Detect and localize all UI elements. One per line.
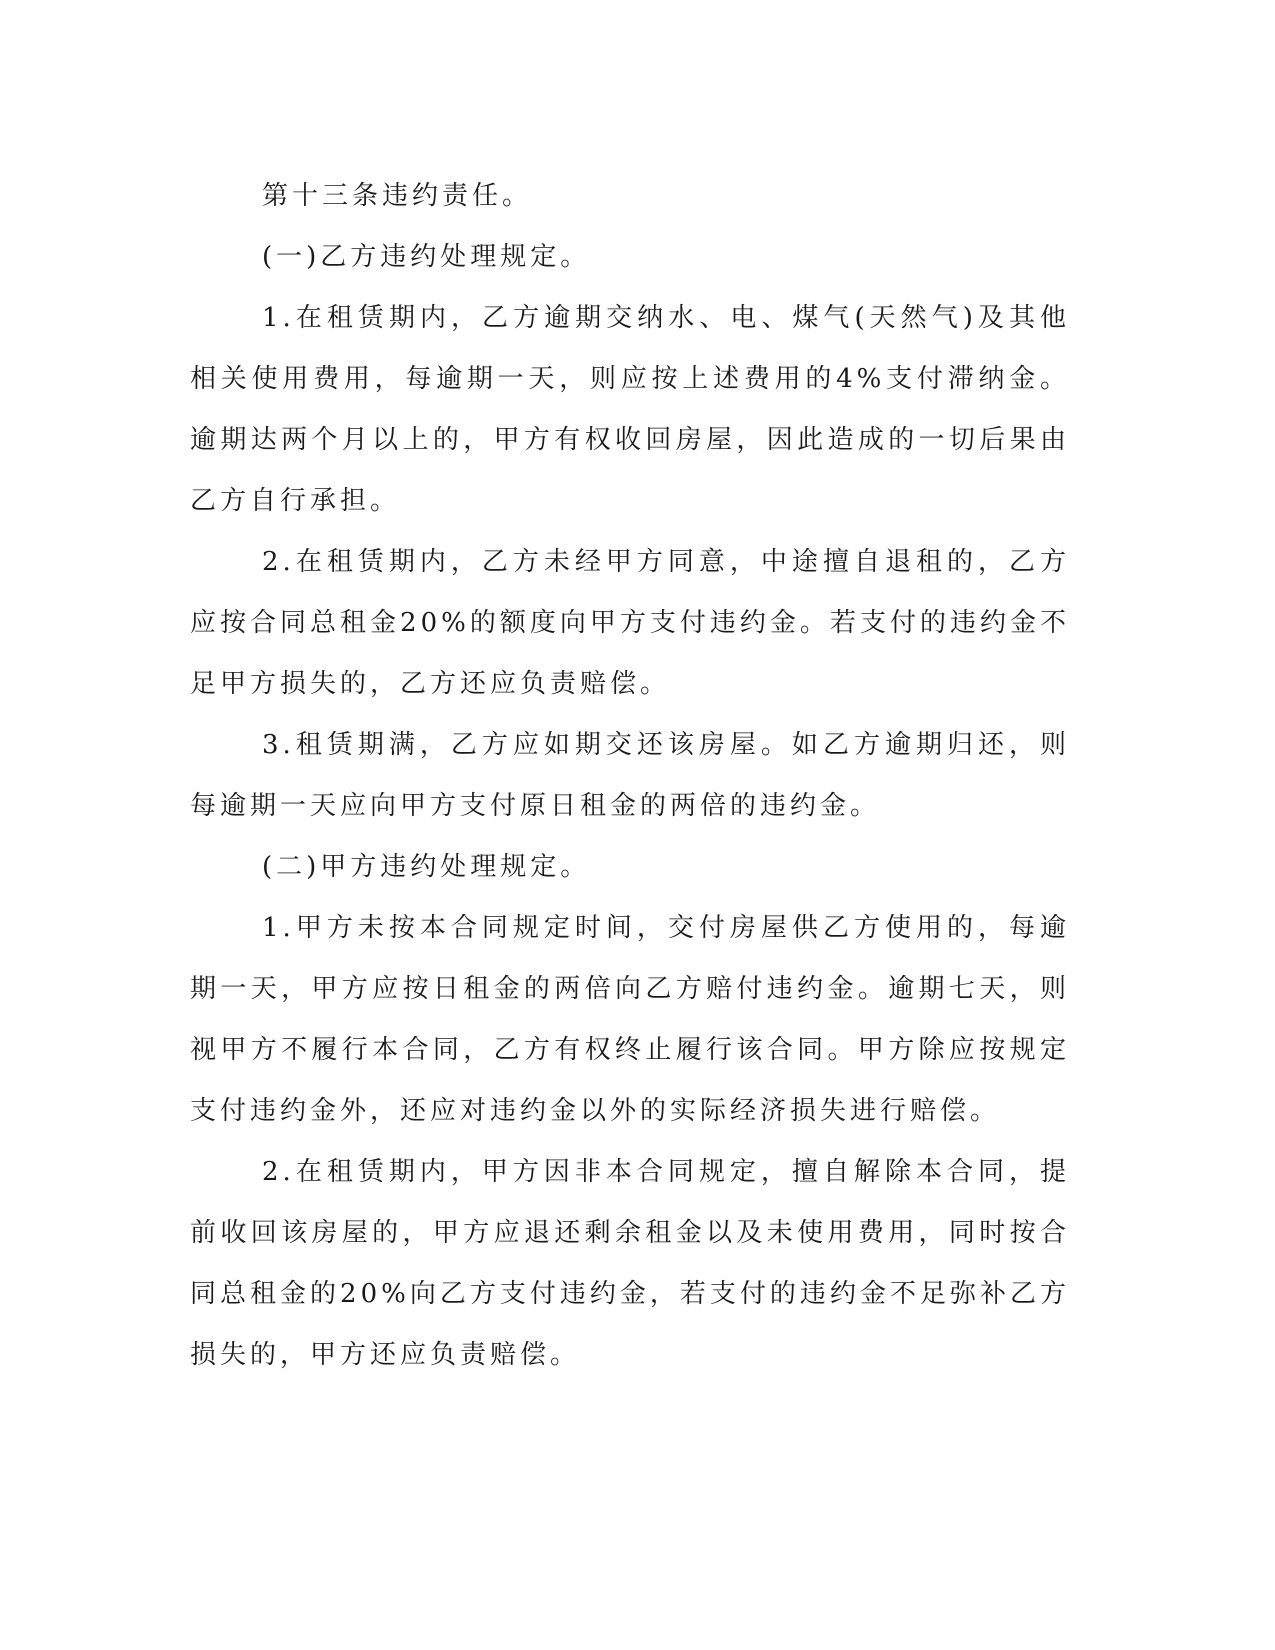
section-two-clause-2: 2.在租赁期内，甲方因非本合同规定，擅自解除本合同，提前收回该房屋的，甲方应退还剩余租金以及未使用费用，同时按合同总租金的20%向乙方支付违约金，若支付的违约金不足弥补乙方损失的，甲方还应负责赔偿。 <box>190 1157 1070 1370</box>
section-one-clause-3: 3.租赁期满，乙方应如期交还该房屋。如乙方逾期归还，则每逾期一天应向甲方支付原日租金的两倍的违约金。 <box>190 730 1070 821</box>
section-two-heading: (二)甲方违约处理规定。 <box>262 852 591 882</box>
section-two-clause-1: 1.甲方未按本合同规定时间，交付房屋供乙方使用的，每逾期一天，甲方应按日租金的两倍向乙方赔付违约金。逾期七天，则视甲方不履行本合同，乙方有权终止履行该合同。甲方除应按规定支付违约金外，还应对违约金以外的实际经济损失进行赔偿。 <box>190 913 1070 1126</box>
document-body <box>190 166 1070 1386</box>
section-one-clause-2: 2.在租赁期内，乙方未经甲方同意，中途擅自退租的，乙方应按合同总租金20%的额度向甲方支付违约金。若支付的违约金不足甲方损失的，乙方还应负责赔偿。 <box>190 547 1070 699</box>
section-one-heading: (一)乙方违约处理规定。 <box>262 242 591 272</box>
section-one-clause-1: 1.在租赁期内，乙方逾期交纳水、电、煤气(天然气)及其他相关使用费用，每逾期一天，则应按上述费用的4%支付滞纳金。逾期达两个月以上的，甲方有权收回房屋，因此造成的一切后果由乙方自行承担。 <box>190 303 1070 516</box>
article-title: 第十三条违约责任。 <box>262 181 533 211</box>
